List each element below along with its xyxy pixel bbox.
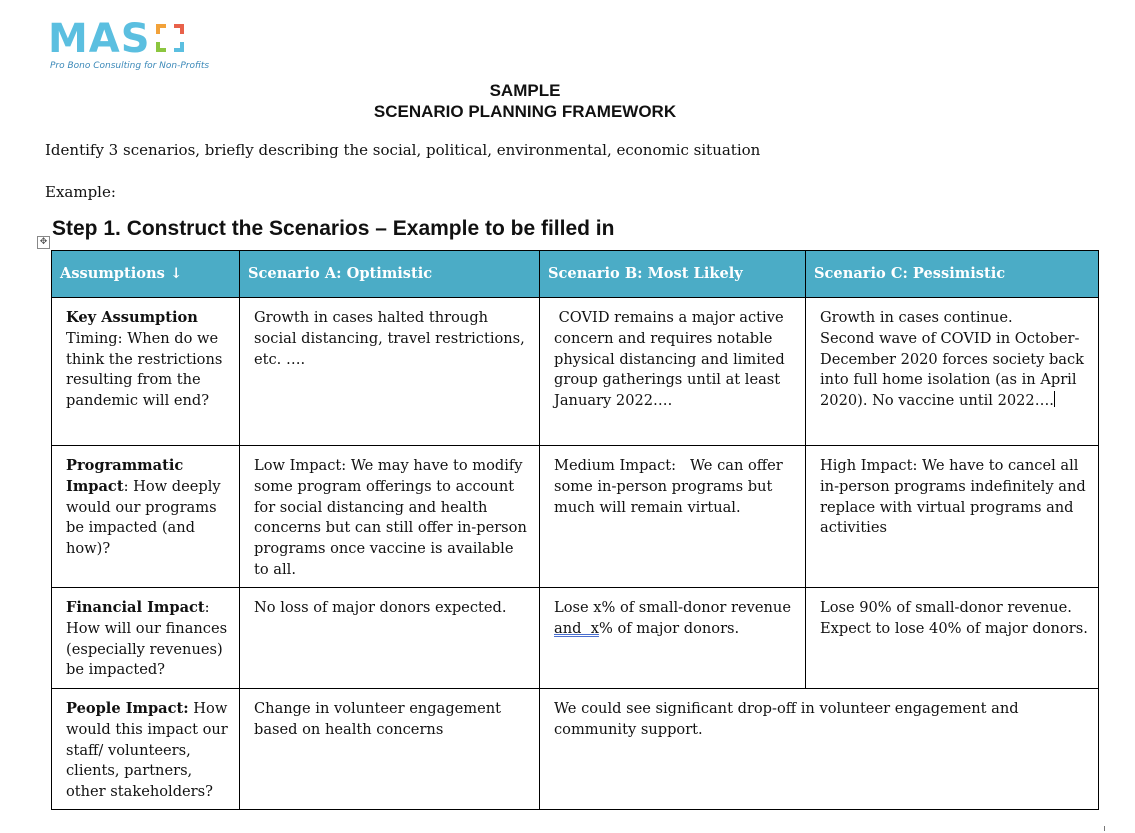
table-cell[interactable]: Medium Impact: We can offer some in-person programs but much will remain virtual. xyxy=(540,446,806,588)
scenario-table xyxy=(51,250,1099,810)
example-label: Example: xyxy=(45,183,116,201)
logo-wordmark: MAS xyxy=(48,16,151,62)
logo-tagline: Pro Bono Consulting for Non-Profits xyxy=(50,61,210,71)
row-label-text: : How will our finances (especially revenues) be impacted? xyxy=(66,599,228,679)
row-label-text: Timing: When do we think the restrictions resulting from the pandemic will end? xyxy=(66,329,223,410)
grammar-flag[interactable]: and x xyxy=(554,619,599,637)
table-cell[interactable] xyxy=(806,298,1099,446)
cell-line xyxy=(820,329,1090,412)
table-cell[interactable] xyxy=(52,588,240,689)
title-line-1: SAMPLE xyxy=(489,81,561,100)
cell-text: Lose x% of small-donor revenue xyxy=(554,599,791,616)
document-title xyxy=(0,80,1050,122)
header-scenario-b: Scenario B: Most Likely xyxy=(540,251,806,298)
table-row xyxy=(52,298,1099,446)
cell-line: Growth in cases continue. xyxy=(820,309,1013,326)
row-label-bold: People Impact: xyxy=(66,700,189,717)
table-cell[interactable]: COVID remains a major active concern and requires notable physical distancing and limited group gatherings until at least January 2022…. xyxy=(540,298,806,446)
table-cell[interactable]: Low Impact: We may have to modify some program offerings to account for social distancing and health concerns but can still offer in-person programs once vaccine is available to all. xyxy=(240,446,540,588)
text-cursor xyxy=(1054,391,1055,407)
logo-pinwheel-icon xyxy=(152,20,188,56)
intro-paragraph: Identify 3 scenarios, briefly describing the social, political, environmental, economic situation xyxy=(45,141,761,159)
row-label-bold: Programmatic Impact xyxy=(66,457,184,495)
table-row xyxy=(52,588,1099,689)
table-row xyxy=(52,446,1099,588)
table-cell[interactable]: No loss of major donors expected. xyxy=(240,588,540,689)
table-cell[interactable] xyxy=(52,689,240,810)
table-header-row xyxy=(52,251,1099,298)
table-cell[interactable]: Change in volunteer engagement based on health concerns xyxy=(240,689,540,810)
table-row xyxy=(52,689,1099,810)
title-line-2: SCENARIO PLANNING FRAMEWORK xyxy=(373,102,677,121)
header-assumptions: Assumptions ↓ xyxy=(52,251,240,298)
table-move-handle-icon[interactable]: ✥ xyxy=(37,236,50,249)
table-cell[interactable] xyxy=(52,298,240,446)
table-cell[interactable]: Growth in cases halted through social distancing, travel restrictions, etc. …. xyxy=(240,298,540,446)
row-label-bold: Key Assumption xyxy=(66,309,198,326)
cell-text: Second wave of COVID in October-December 2020 forces society back into full home isolation (as in April 2020). No vaccine until 2022…. xyxy=(820,329,1085,410)
table-cell[interactable] xyxy=(540,588,806,689)
table-cell[interactable]: High Impact: We have to cancel all in-person programs indefinitely and replace with virtual programs and activities xyxy=(806,446,1099,588)
row-label-bold: Financial Impact xyxy=(66,599,205,616)
header-scenario-c: Scenario C: Pessimistic xyxy=(806,251,1099,298)
table-cell-merged[interactable]: We could see significant drop-off in volunteer engagement and community support. xyxy=(540,689,1099,810)
step-heading: Step 1. Construct the Scenarios – Example to be filled in xyxy=(52,217,615,240)
table-cell[interactable]: Lose 90% of small-donor revenue. Expect to lose 40% of major donors. xyxy=(806,588,1099,689)
mas-logo xyxy=(48,16,208,76)
cell-text: % of major donors. xyxy=(598,619,740,637)
row-label-text: How would this impact our staff/ volunteers, clients, partners, other stakeholders? xyxy=(66,700,228,801)
row-label-text: : How deeply would our programs be impacted (and how)? xyxy=(66,477,221,558)
header-scenario-a: Scenario A: Optimistic xyxy=(240,251,540,298)
table-cell[interactable] xyxy=(52,446,240,588)
page-corner-mark xyxy=(1104,826,1105,831)
